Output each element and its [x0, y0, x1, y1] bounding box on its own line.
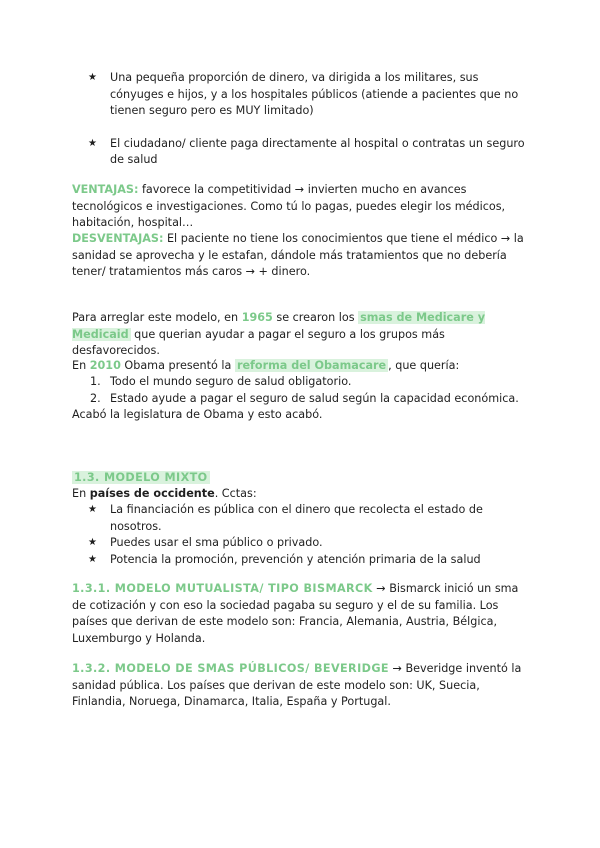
text-span: . Cctas: — [214, 487, 257, 500]
bullet-text: Potencia la promoción, prevención y atención primaria de la salud — [110, 552, 481, 566]
bullet-text: El ciudadano/ cliente paga directamente al hospital o contratas un seguro de salud — [110, 136, 525, 166]
obama-numbered-list — [72, 374, 532, 407]
item-number: 2. — [90, 391, 101, 405]
obama-closing: Acabó la legislatura de Obama y esto acabó. — [72, 408, 323, 421]
bismarck-text: → Bismarck inició un sma de cotización y con eso la sociedad pagaba su seguro y el de su familia. Los países que derivan de este modelo son: Francia, Alemania, Austria, Bélgica, Luxemburgo y Holanda. — [72, 582, 519, 645]
desventajas-label: DESVENTAJAS: — [72, 232, 164, 245]
beveridge-paragraph — [72, 661, 532, 711]
mixto-intro — [72, 486, 532, 503]
text-span: , que quería: — [388, 359, 460, 372]
text-span: se crearon los — [272, 311, 359, 324]
medicare-paragraph — [72, 310, 532, 360]
bullet-text: La financiación es pública con el dinero que recolecta el estado de nosotros. — [110, 503, 483, 533]
section-heading-modelo-mixto — [72, 470, 532, 487]
ventajas-text: favorece la competitividad → invierten mucho en avances tecnológicos e investigaciones. Como tú lo pagas, puedes elegir los médicos, habitación, hospital… — [72, 183, 506, 229]
item-number: 1. — [90, 375, 101, 388]
year-2010: 2010 — [89, 359, 121, 372]
desventajas-paragraph — [72, 231, 532, 281]
item-text: Estado ayude a pagar el seguro de salud según la capacidad económica. — [110, 391, 519, 405]
list-item — [72, 552, 532, 569]
list-item — [72, 391, 532, 408]
text-span: En — [72, 359, 90, 372]
top-bullet-list — [72, 70, 532, 169]
list-item — [72, 502, 532, 535]
bismarck-paragraph — [72, 581, 532, 647]
ventajas-label: VENTAJAS: — [72, 183, 139, 196]
list-item — [72, 70, 532, 120]
beveridge-text: → Beveridge inventó la sanidad pública. Los países que derivan de este modelo son: UK, Suecia, Finlandia, Noruega, Dinamarca, Italia, España y Portugal. — [72, 662, 522, 708]
bismarck-heading: 1.3.1. MODELO MUTUALISTA/ TIPO BISMARCK — [72, 582, 373, 595]
item-text: Todo el mundo seguro de salud obligatorio. — [110, 375, 352, 388]
obamacare-highlight: reforma del Obamacare — [236, 359, 387, 372]
beveridge-heading: 1.3.2. MODELO DE SMAS PÚBLICOS/ BEVERIDGE — [72, 662, 389, 675]
bullet-text: Una pequeña proporción de dinero, va dirigida a los militares, sus cónyuges e hijos, y a los hospitales públicos (atiende a pacientes que no tienen seguro pero es MUY limitado) — [110, 71, 519, 117]
obama-intro — [72, 358, 532, 375]
paises-occidente-bold: países de occidente — [89, 487, 215, 500]
list-item — [72, 535, 532, 552]
medicare-highlight: smas de Medicare y Medicaid — [72, 311, 486, 341]
star-bullet-icon: ★ — [88, 537, 97, 548]
ventajas-paragraph — [72, 182, 532, 232]
text-span: Obama presentó la — [120, 359, 235, 372]
star-bullet-icon: ★ — [88, 72, 97, 83]
year-1965: 1965 — [241, 311, 273, 324]
heading-text: 1.3. MODELO MIXTO — [74, 471, 208, 484]
bullet-text: Puedes usar el sma público o privado. — [110, 536, 323, 549]
list-item — [72, 136, 532, 169]
text-span: Para arreglar este modelo, en — [72, 311, 242, 324]
text-span: que querian ayudar a pagar el seguro a los grupos más desfavorecidos. — [72, 327, 445, 357]
mixto-bullet-list — [72, 502, 532, 568]
list-item — [72, 374, 532, 391]
star-bullet-icon: ★ — [88, 553, 97, 565]
desventajas-text: El paciente no tiene los conocimientos que tiene el médico → la sanidad se aprovecha y le estafan, dándole más tratamientos que no debería tener/ tratamientos más caros → + dinero. — [72, 232, 524, 278]
star-bullet-icon: ★ — [88, 504, 97, 515]
star-bullet-icon: ★ — [88, 137, 97, 149]
text-span: En — [72, 487, 90, 500]
